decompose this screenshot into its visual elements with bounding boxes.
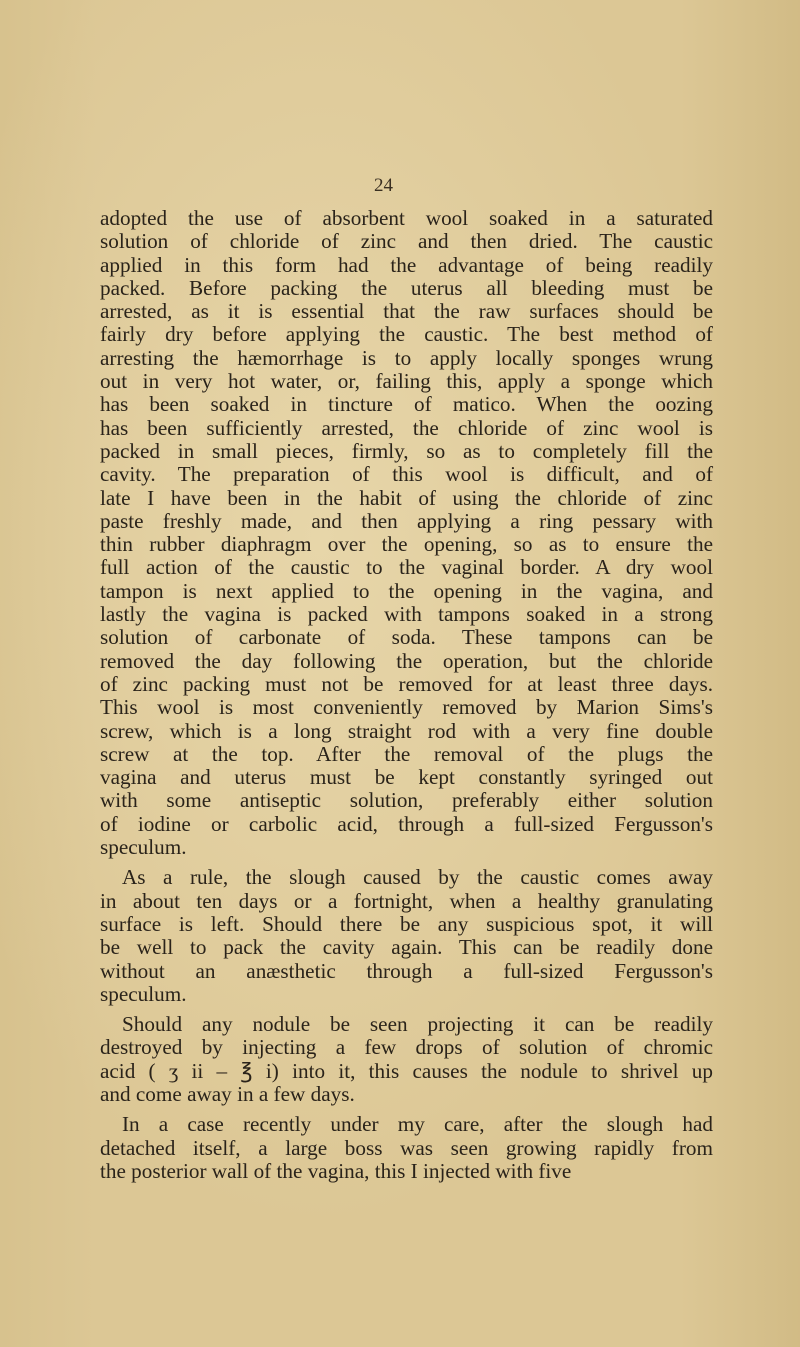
- text-line: surface is left. Should there be any suspicious spot, it will: [100, 911, 713, 936]
- text-line: and come away in a few days.: [100, 1081, 355, 1106]
- text-line: As a rule, the slough caused by the caustic comes away: [122, 865, 713, 890]
- text-line: fairly dry before applying the caustic. The best method of: [100, 322, 713, 347]
- text-line: speculum.: [100, 981, 187, 1006]
- text-line: Should any nodule be seen projecting it can be readily: [122, 1012, 713, 1037]
- paragraph-1: [100, 207, 713, 859]
- text-line: speculum.: [100, 835, 187, 860]
- text-line: solution of chloride of zinc and then dried. The caustic: [100, 229, 713, 254]
- text-line: without an anæsthetic through a full-sized Fergusson's: [100, 958, 713, 983]
- text-line: full action of the caustic to the vaginal border. A dry wool: [100, 555, 713, 580]
- text-line: detached itself, a large boss was seen growing rapidly from: [100, 1135, 713, 1160]
- text-line: applied in this form had the advantage of being readily: [100, 252, 713, 277]
- text-line: of iodine or carbolic acid, through a full-sized Fergusson's: [100, 811, 713, 836]
- text-line: tampon is next applied to the opening in the vagina, and: [100, 578, 713, 603]
- text-line: late I have been in the habit of using the chloride of zinc: [100, 485, 713, 510]
- text-line: solution of carbonate of soda. These tampons can be: [100, 625, 713, 650]
- text-line: adopted the use of absorbent wool soaked in a saturated: [100, 206, 713, 230]
- text-line: in about ten days or a fortnight, when a healthy granulating: [100, 888, 713, 913]
- text-line: thin rubber diaphragm over the opening, so as to ensure the: [100, 532, 713, 557]
- text-line: screw, which is a long straight rod with a very fine double: [100, 718, 713, 743]
- text-line: arresting the hæmorrhage is to apply locally sponges wrung: [100, 345, 713, 370]
- text-line: paste freshly made, and then applying a ring pessary with: [100, 508, 713, 533]
- body-text: [100, 207, 713, 1183]
- text-line: has been sufficiently arrested, the chloride of zinc wool is: [100, 415, 713, 440]
- text-line: removed the day following the operation, but the chloride: [100, 648, 713, 673]
- text-line: cavity. The preparation of this wool is difficult, and of: [100, 462, 713, 487]
- text-line: the posterior wall of the vagina, this I injected with five: [100, 1158, 572, 1183]
- text-line: arrested, as it is essential that the raw surfaces should be: [100, 299, 713, 324]
- text-line: In a case recently under my care, after the slough had: [122, 1112, 713, 1137]
- text-line: lastly the vagina is packed with tampons soaked in a strong: [100, 602, 713, 627]
- text-line: be well to pack the cavity again. This can be readily done: [100, 935, 713, 960]
- paragraph-3: [100, 1013, 713, 1106]
- text-line: of zinc packing must not be removed for at least three days.: [100, 671, 713, 696]
- text-line: acid ( ʒ ii – ℥ i) into it, this causes the nodule to shrivel up: [100, 1058, 713, 1083]
- text-line: with some antiseptic solution, preferably either solution: [100, 788, 713, 813]
- text-line: packed in small pieces, firmly, so as to completely fill the: [100, 438, 713, 463]
- text-line: This wool is most conveniently removed by Marion Sims's: [100, 695, 713, 720]
- page-number: 24: [374, 175, 393, 196]
- text-line: out in very hot water, or, failing this, apply a sponge which: [100, 369, 713, 394]
- paragraph-4: [100, 1113, 713, 1183]
- text-line: has been soaked in tincture of matico. When the oozing: [100, 392, 713, 417]
- paragraph-2: [100, 866, 713, 1006]
- text-line: packed. Before packing the uterus all bleeding must be: [100, 275, 713, 300]
- text-line: destroyed by injecting a few drops of solution of chromic: [100, 1035, 713, 1060]
- text-line: screw at the top. After the removal of the plugs the: [100, 741, 713, 766]
- text-line: vagina and uterus must be kept constantly syringed out: [100, 765, 713, 790]
